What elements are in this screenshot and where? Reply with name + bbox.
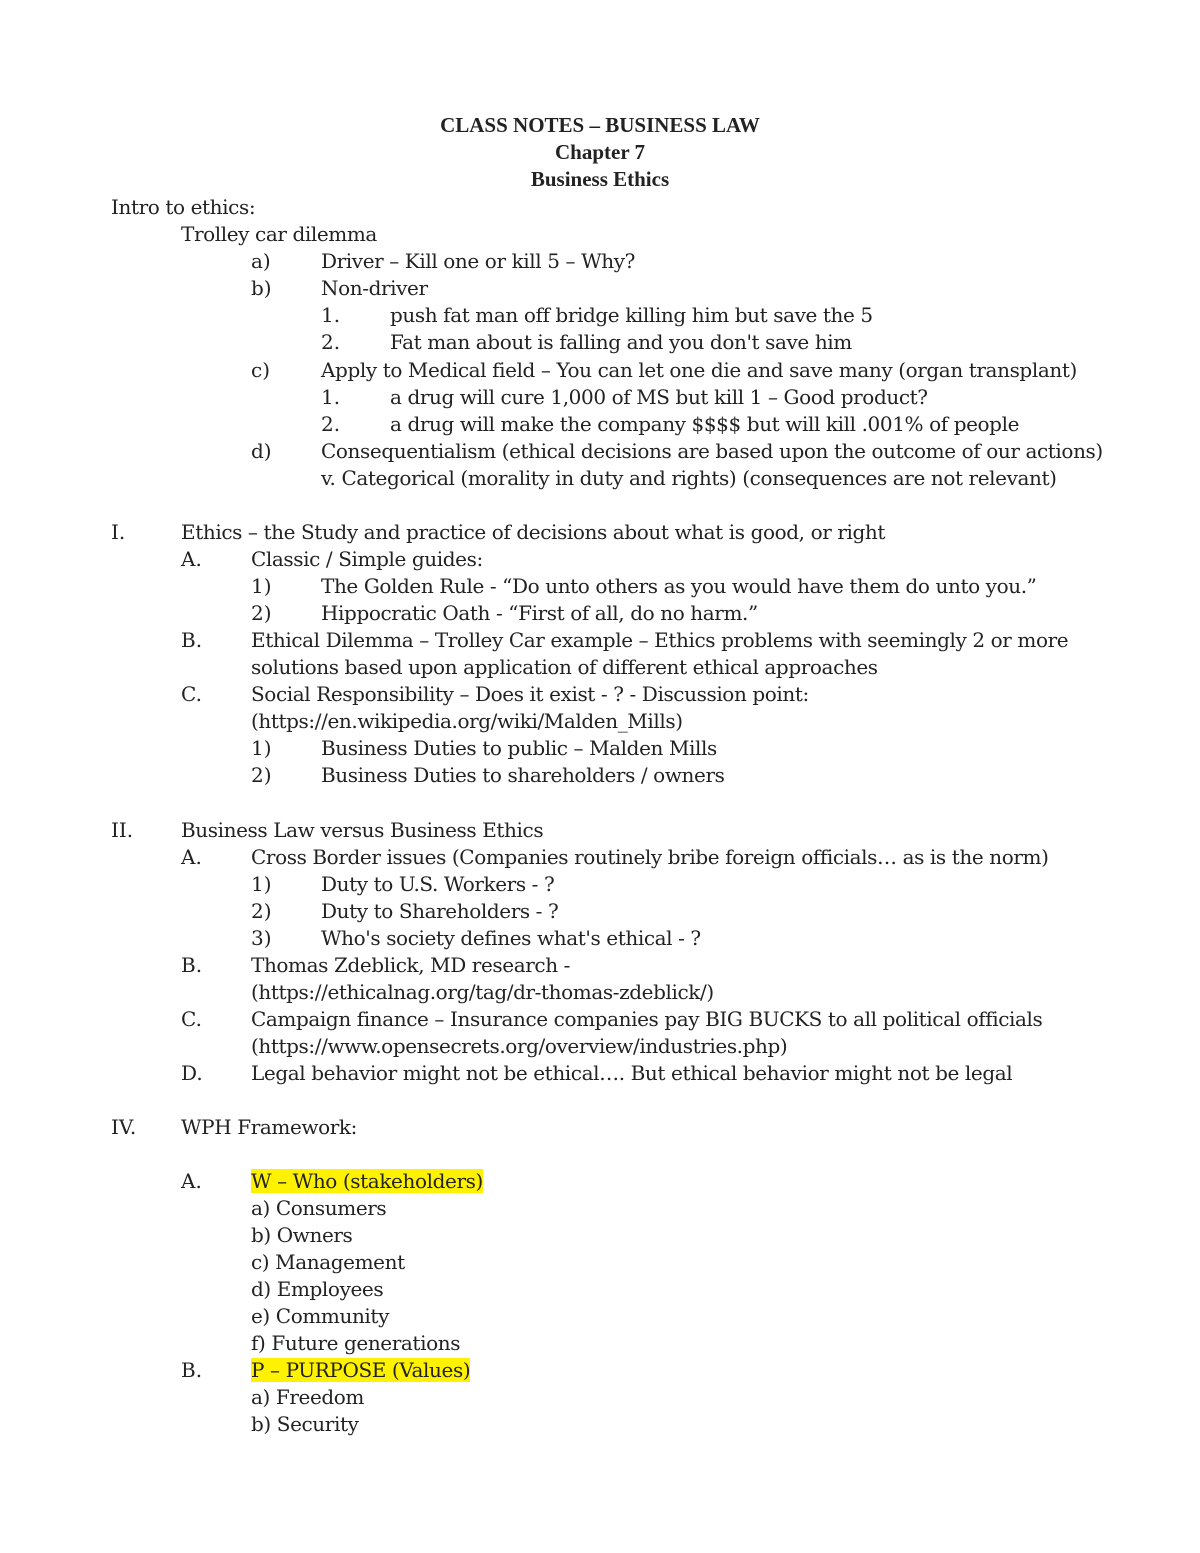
list-marker: 1) [251, 872, 272, 896]
list-marker: A. [181, 845, 202, 869]
stakeholder-item: e) Community [251, 1304, 389, 1328]
stakeholder-item: d) Employees [251, 1277, 384, 1301]
list-item: a drug will make the company $$$$ but will kill .001% of people [390, 412, 1020, 436]
highlighted-heading-who [251, 1168, 483, 1195]
list-marker: 2. [321, 330, 341, 354]
stakeholder-item: b) Owners [251, 1223, 353, 1247]
list-marker: C. [181, 682, 202, 706]
list-marker: A. [181, 547, 202, 571]
list-item-continuation: v. Categorical (morality in duty and rights) (consequences are not relevant) [321, 466, 1057, 490]
list-item: Hippocratic Oath - “First of all, do no harm.” [321, 601, 758, 625]
document-title: CLASS NOTES – BUSINESS LAW [440, 113, 760, 137]
list-marker: B. [181, 1358, 203, 1382]
list-item: push fat man off bridge killing him but save the 5 [390, 303, 873, 327]
list-marker: A. [181, 1169, 202, 1193]
list-item: Driver – Kill one or kill 5 – Why? [321, 249, 635, 273]
list-item: Who's society defines what's ethical - ? [321, 926, 701, 950]
list-marker: 2) [251, 763, 272, 787]
list-item: Thomas Zdeblick, MD research - [251, 953, 570, 977]
list-item: Apply to Medical field – You can let one die and save many (organ transplant) [321, 358, 1077, 382]
list-marker: 1. [321, 385, 341, 409]
list-item: a drug will cure 1,000 of MS but kill 1 – Good product? [390, 385, 928, 409]
trolley-heading: Trolley car dilemma [181, 222, 377, 246]
list-item: Non-driver [321, 276, 428, 300]
list-marker: D. [181, 1061, 203, 1085]
list-marker: b) [251, 276, 272, 300]
list-marker: 1) [251, 574, 272, 598]
list-item-continuation: solutions based upon application of different ethical approaches [251, 655, 878, 679]
list-marker: B. [181, 628, 203, 652]
stakeholder-item: c) Management [251, 1250, 405, 1274]
list-item: Campaign finance – Insurance companies pay BIG BUCKS to all political officials [251, 1007, 1043, 1031]
list-item: Business Duties to shareholders / owners [321, 763, 725, 787]
section-title: Ethics – the Study and practice of decisions about what is good, or right [181, 520, 886, 544]
chapter-heading: Chapter 7 [554, 140, 646, 164]
list-item: Fat man about is falling and you don't save him [390, 330, 852, 354]
list-item: The Golden Rule - “Do unto others as you would have them do unto you.” [321, 574, 1037, 598]
list-marker: 1) [251, 736, 272, 760]
list-marker: 2) [251, 899, 272, 923]
list-item: Consequentialism (ethical decisions are based upon the outcome of our actions) [321, 439, 1103, 463]
value-item: a) Freedom [251, 1385, 365, 1409]
list-item: Cross Border issues (Companies routinely bribe foreign officials… as is the norm) [251, 845, 1049, 869]
section-title: Business Law versus Business Ethics [181, 818, 544, 842]
section-numeral: I. [111, 520, 126, 544]
intro-heading: Intro to ethics: [111, 195, 256, 219]
subject-heading: Business Ethics [530, 167, 670, 191]
section-title: WPH Framework: [181, 1115, 357, 1139]
url-text: (https://www.opensecrets.org/overview/industries.php) [251, 1034, 788, 1058]
stakeholder-item: a) Consumers [251, 1196, 387, 1220]
list-marker: c) [251, 358, 271, 382]
list-item: Ethical Dilemma – Trolley Car example – Ethics problems with seemingly 2 or more [251, 628, 1069, 652]
url-text: (https://en.wikipedia.org/wiki/Malden_Mills) [251, 709, 683, 733]
list-marker: 2) [251, 601, 272, 625]
highlight-purpose: P – PURPOSE (Values) [251, 1358, 471, 1382]
list-marker: d) [251, 439, 272, 463]
value-item: b) Security [251, 1412, 359, 1436]
list-item: Duty to Shareholders - ? [321, 899, 559, 923]
list-item: Classic / Simple guides: [251, 547, 483, 571]
list-marker: 2. [321, 412, 341, 436]
url-text: (https://ethicalnag.org/tag/dr-thomas-zdeblick/) [251, 980, 714, 1004]
list-marker: a) [251, 249, 271, 273]
list-marker: 3) [251, 926, 272, 950]
list-marker: C. [181, 1007, 202, 1031]
highlighted-heading-purpose [251, 1357, 470, 1384]
list-item: Duty to U.S. Workers - ? [321, 872, 555, 896]
list-item: Social Responsibility – Does it exist - ? - Discussion point: [251, 682, 809, 706]
highlight-who: W – Who (stakeholders) [251, 1169, 483, 1193]
stakeholder-item: f) Future generations [251, 1331, 461, 1355]
section-numeral: IV. [111, 1115, 137, 1139]
list-item: Business Duties to public – Malden Mills [321, 736, 717, 760]
section-numeral: II. [111, 818, 134, 842]
list-item: Legal behavior might not be ethical…. But ethical behavior might not be legal [251, 1061, 1013, 1085]
list-marker: B. [181, 953, 203, 977]
list-marker: 1. [321, 303, 341, 327]
